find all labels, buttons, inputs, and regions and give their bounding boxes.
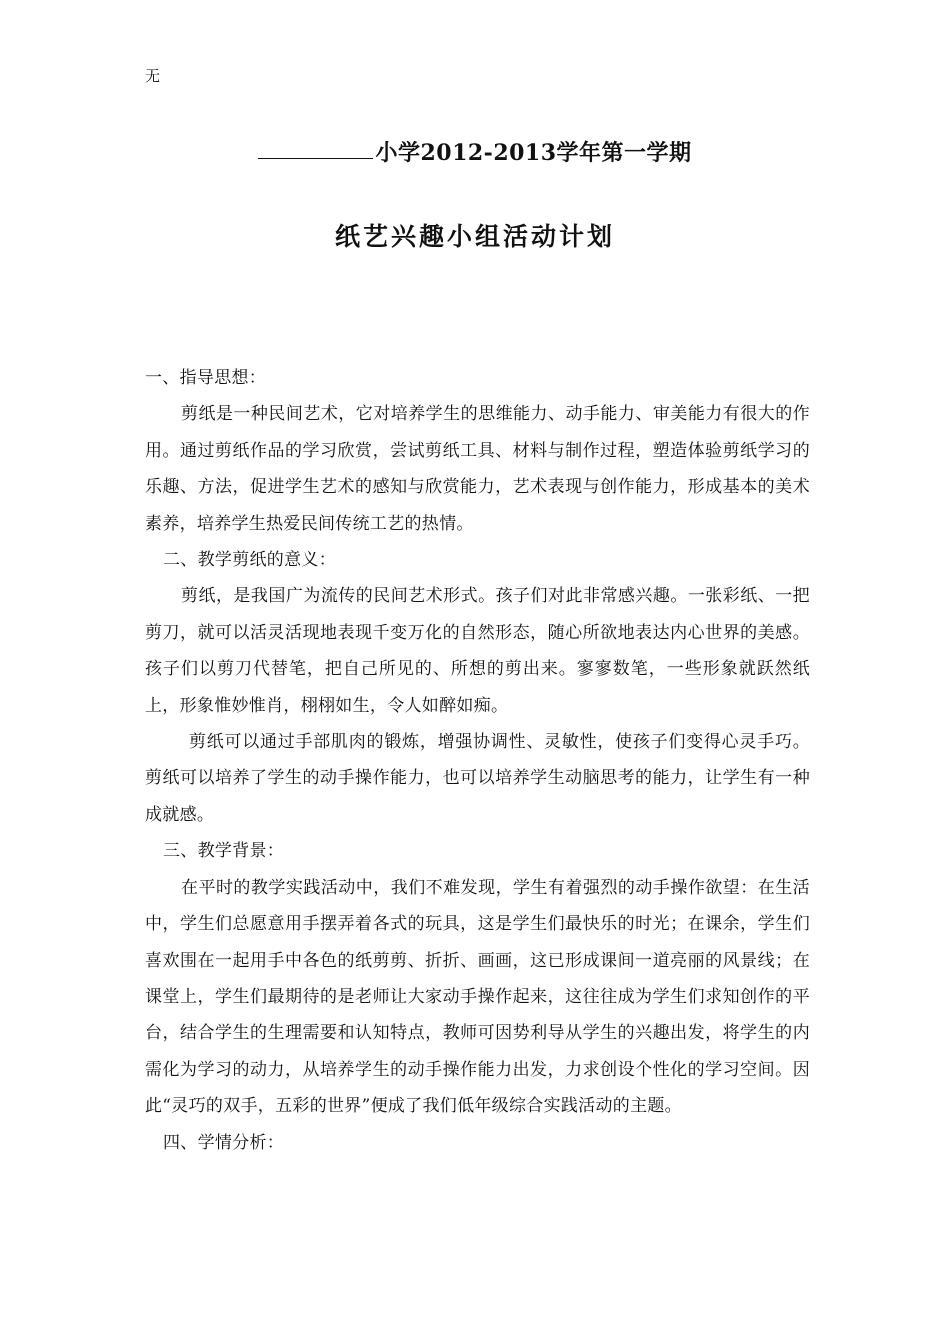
section-heading: 二、教学剪纸的意义： <box>163 550 336 571</box>
document-subtitle-text: 小学2012-2013学年第一学期 <box>375 140 692 166</box>
paragraph: 剪纸是一种民间艺术，它对培养学生的思维能力、动手能力、审美能力有很大的作用。通过剪纸作品的学习欣赏，尝试剪纸工具、材料与制作过程，塑造体验剪纸学习的乐趣、方法，促进学生艺术的感知与欣赏能力，艺术表现与创作能力，形成基本的美术素养，培养学生热爱民间传统工艺的热情。 <box>145 404 810 534</box>
section-heading: 四、学情分析： <box>163 1132 285 1153</box>
school-name-blank <box>258 134 373 159</box>
document-subtitle <box>0 134 950 170</box>
section-heading: 三、教学背景： <box>163 841 285 862</box>
header-mark: 无 <box>145 67 161 85</box>
document-title: 纸艺兴趣小组活动计划 <box>334 222 615 251</box>
section-heading: 一、指导思想： <box>145 368 267 388</box>
paragraph: 剪纸可以通过手部肌肉的锻炼，增强协调性、灵敏性，使孩子们变得心灵手巧。剪纸可以培养了学生的动手操作能力，也可以培养学生动脑思考的能力，让学生有一种成就感。 <box>145 732 810 825</box>
document-body <box>145 360 810 1161</box>
paragraph: 剪纸，是我国广为流传的民间艺术形式。孩子们对此非常感兴趣。一张彩纸、一把剪刀，就可以活灵活现地表现千变万化的自然形态，随心所欲地表达内心世界的美感。孩子们以剪刀代替笔，把自己所见的、所想的剪出来。寥寥数笔，一些形象就跃然纸上，形象惟妙惟肖，栩栩如生，令人如醉如痴。 <box>145 586 810 716</box>
paragraph: 在平时的教学实践活动中，我们不难发现，学生有着强烈的动手操作欲望：在生活中，学生们总愿意用手摆弄着各式的玩具，这是学生们最快乐的时光；在课余，学生们喜欢围在一起用手中各色的纸剪剪、折折、画画，这已形成课间一道亮丽的风景线；在课堂上，学生们最期待的是老师让大家动手操作起来，这往往成为学生们求知创作的平台，结合学生的生理需要和认知特点，教师可因势利导从学生的兴趣出发，将学生的内需化为学习的动力，从培养学生的动手操作能力出发，力求创设个性化的学习空间。因此“灵巧的双手，五彩的世界”便成了我们低年级综合实践活动的主题。 <box>145 877 810 1117</box>
